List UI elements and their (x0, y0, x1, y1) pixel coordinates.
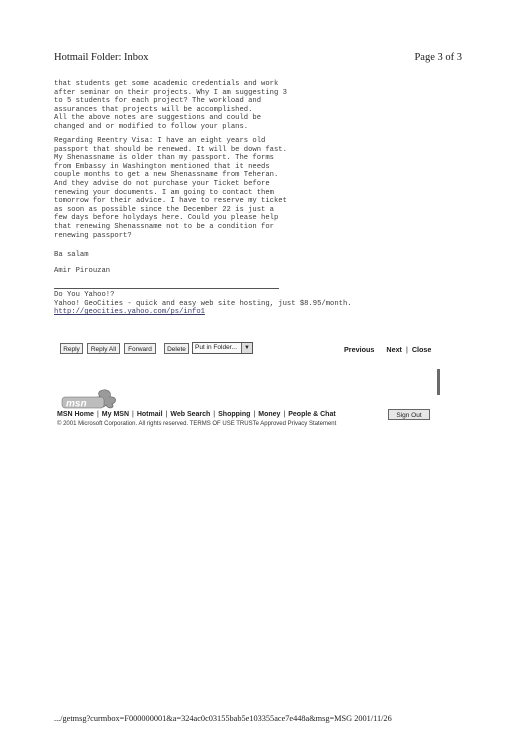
footer-link-my-msn[interactable]: My MSN (101, 411, 130, 418)
next-link[interactable]: Next (386, 345, 402, 354)
copyright-notice: © 2001 Microsoft Corporation. All rights reserved. TERMS OF USE TRUSTe Approved Privacy Statement (57, 421, 337, 427)
pagination-separator: | (405, 345, 408, 354)
previous-link[interactable]: Previous (344, 345, 375, 354)
footer-link-money[interactable]: Money (258, 411, 281, 418)
footer-link-people-chat[interactable]: People & Chat (288, 411, 336, 418)
message-paragraph-1: that students get some academic credentials and work after seminar on their projects. Why I am suggesting 3 to 5 students for each project? The workload and assurances that projects will be accomplished. All the above notes are suggestions and could be changed and or modified to follow your plans. (54, 80, 287, 131)
message-signature: Amir Pirouzan (54, 267, 111, 275)
sign-out-button[interactable]: Sign Out (388, 409, 430, 420)
put-in-folder-select[interactable] (192, 342, 253, 354)
footer-link-hotmail[interactable]: Hotmail (136, 411, 163, 418)
footer-link-shopping[interactable]: Shopping (218, 411, 251, 418)
close-link[interactable]: Close (411, 345, 432, 354)
print-footer-url: .../getmsg?curmbox=F000000001&a=324ac0c03155bab5e103355ace7e448a&msg=MSG 2001/11/26 (54, 714, 392, 723)
page-indicator: Page 3 of 3 (414, 52, 462, 63)
message-paragraph-2: Regarding Reentry Visa: I have an eight years old passport that should be renewed. It will be down fast. My Shenassname is older than my passport. The forms from Embassy in Washington mentioned that it needs couple months to get a new Shenassname from Teheran. And they advise do not purchase your Ticket before renewing your documents. I am going to contact them tomorrow for their advice. I have to reserve my ticket as soon as possible since the December 22 is just a few days before holydays here. Could you please help that renewing Shenassname not to be a condition for renewing passport? (54, 137, 287, 240)
folder-title: Hotmail Folder: Inbox (54, 52, 149, 63)
reply-all-button[interactable]: Reply All (87, 343, 120, 354)
message-pagination (344, 345, 431, 354)
reply-button[interactable]: Reply (60, 343, 83, 354)
signature-divider (54, 288, 279, 289)
delete-button[interactable]: Delete (164, 343, 189, 354)
chevron-down-icon[interactable]: ▼ (241, 343, 252, 353)
message-salutation: Ba salam (54, 251, 89, 259)
folder-select-value: Put in Folder... (195, 344, 237, 351)
msn-footer-nav: MSN Home | My MSN | Hotmail | Web Search | Shopping | Money | People & Chat (57, 411, 336, 418)
yahoo-ad-text: Do You Yahoo!? Yahoo! GeoCities - quick and easy web site hosting, just $8.95/month. (54, 291, 352, 308)
footer-link-web-search[interactable]: Web Search (170, 411, 211, 418)
print-header (54, 52, 462, 66)
yahoo-ad-link[interactable]: http://geocities.yahoo.com/ps/info1 (54, 308, 205, 316)
forward-button[interactable]: Forward (124, 343, 156, 354)
footer-link-msn-home[interactable]: MSN Home (57, 411, 94, 418)
scrollbar-fragment (437, 369, 440, 395)
msn-logo-text: msn (66, 398, 87, 410)
msn-logo[interactable] (60, 388, 122, 410)
